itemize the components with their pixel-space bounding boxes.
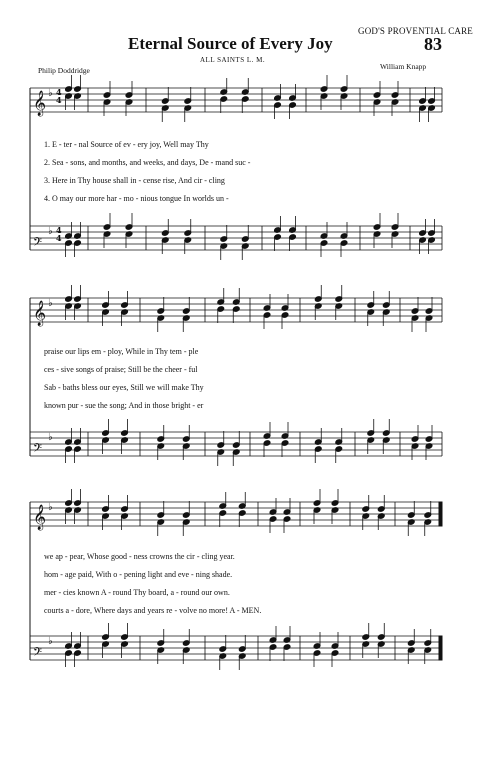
section-heading: GOD'S PROVENTIAL CARE	[358, 26, 473, 36]
lyric-line-s1-v1: 1. E - ter - nal Source of ev - ery joy, Well may Thy	[44, 140, 209, 149]
lyric-line-s2-v3: Sab - baths bless our eyes, Still we will make Thy	[44, 383, 204, 392]
hymn-number: 83	[424, 34, 442, 54]
final-barline	[439, 636, 442, 660]
lyric-line-s3-v1: we ap - pear, Whose good - ness crowns the cir - cling year.	[44, 552, 235, 561]
bass-clef: 𝄢	[33, 236, 43, 252]
author-credit: Philip Doddridge	[38, 66, 90, 75]
tune-name: ALL SAINTS L. M.	[200, 56, 266, 64]
key-flat: ♭	[48, 636, 53, 647]
treble-clef: 𝄞	[33, 301, 47, 326]
treble-clef: 𝄞	[33, 505, 47, 530]
key-flat: ♭	[48, 226, 53, 237]
hymn-title: Eternal Source of Every Joy	[128, 34, 333, 53]
lyric-line-s1-v4: 4. O may our more har - mo - nious tongue In worlds un -	[44, 194, 229, 203]
bass-clef: 𝄢	[33, 442, 43, 458]
key-flat: ♭	[48, 298, 53, 309]
lyric-line-s2-v1: praise our lips em - ploy, While in Thy tem - ple	[44, 347, 199, 356]
lyric-line-s1-v2: 2. Sea - sons, and months, and weeks, and days, De - mand suc -	[44, 158, 251, 167]
bass-clef: 𝄢	[33, 646, 43, 662]
lyric-line-s3-v4: courts a - dore, Where days and years re - volve no more! A - MEN.	[44, 606, 262, 615]
lyric-line-s2-v4: known pur - sue the song; And in those bright - er	[44, 401, 204, 410]
lyric-line-s3-v2: hom - age paid, With o - pening light and eve - ning shade.	[44, 570, 233, 579]
key-flat: ♭	[48, 432, 53, 443]
treble-clef: 𝄞	[33, 91, 47, 116]
key-flat: ♭	[48, 88, 53, 99]
key-flat: ♭	[48, 502, 53, 513]
time-signature: 4	[56, 233, 62, 243]
lyric-line-s3-v3: mer - cies known A - round Thy board, a - round our own.	[44, 588, 230, 597]
time-signature: 4	[56, 95, 62, 105]
final-barline	[439, 502, 442, 526]
time-signature: 4	[56, 87, 62, 97]
composer-credit: William Knapp	[380, 62, 427, 71]
lyric-line-s1-v3: 3. Here in Thy house shall in - cense rise, And cir - cling	[44, 176, 225, 185]
time-signature: 4	[56, 225, 62, 235]
lyric-line-s2-v2: ces - sive songs of praise; Still be the cheer - ful	[44, 365, 198, 374]
